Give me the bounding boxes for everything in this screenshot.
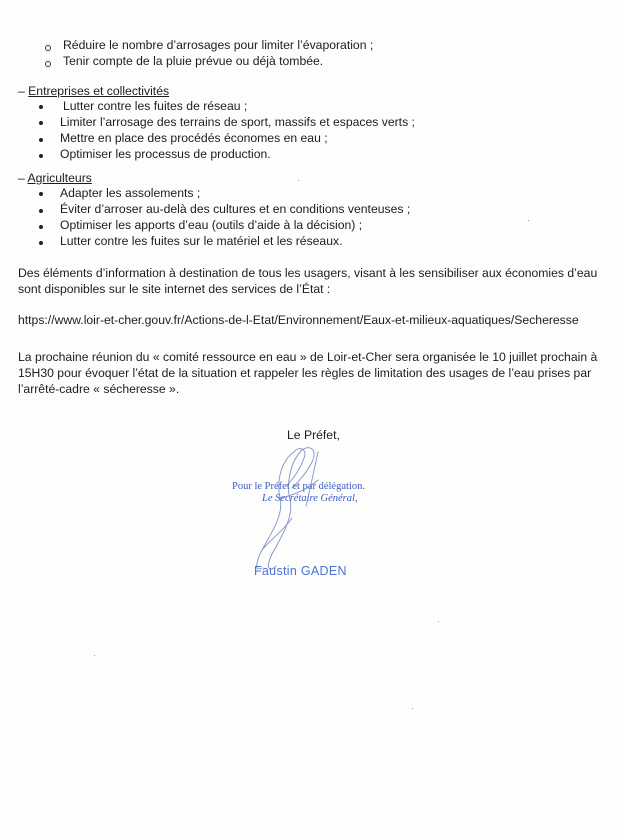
website-url[interactable]: https://www.loir-et-cher.gouv.fr/Actions-de-l-Etat/Environnement/Eaux-et-milieux-aquatiques/Secheresse	[18, 313, 579, 327]
paragraph-line: l’arrêté-cadre « sécheresse ».	[18, 382, 180, 396]
list-item: Lutter contre les fuites de réseau ;	[63, 99, 248, 113]
heading-text: Entreprises et collectivités	[28, 84, 170, 98]
list-bullet-dot	[39, 154, 43, 158]
scan-speck	[298, 180, 299, 181]
list-item: Tenir compte de la pluie prévue ou déjà tombée.	[63, 54, 324, 68]
list-item: Réduire le nombre d’arrosages pour limiter l’évaporation ;	[63, 38, 374, 52]
list-bullet-dot	[39, 209, 43, 213]
list-item: Optimiser les processus de production.	[60, 147, 271, 161]
list-item: Adapter les assolements ;	[60, 186, 201, 200]
scan-speck	[94, 655, 95, 656]
list-item: Optimiser les apports d’eau (outils d’aide à la décision) ;	[60, 218, 363, 232]
list-bullet-dot	[39, 225, 43, 229]
list-bullet-dot	[39, 138, 43, 142]
list-bullet-dot	[39, 241, 43, 245]
section-heading-agriculteurs	[18, 171, 92, 186]
heading-dash: –	[18, 84, 29, 98]
delegation-stamp-line: Le Secrétaire Général,	[262, 493, 358, 504]
list-bullet-circle	[45, 45, 51, 51]
list-item: Limiter l’arrosage des terrains de sport, massifs et espaces verts ;	[60, 115, 415, 129]
list-bullet-dot	[39, 121, 43, 125]
list-item: Lutter contre les fuites sur le matériel et les réseaux.	[60, 234, 343, 248]
section-heading-entreprises	[18, 84, 169, 99]
scan-speck	[528, 220, 529, 221]
list-item: Mettre en place des procédés économes en eau ;	[60, 131, 328, 145]
paragraph-line: sont disponibles sur le site internet des services de l’État :	[18, 282, 331, 296]
signatory-title: Le Préfet,	[287, 428, 340, 442]
handwritten-signature	[232, 440, 352, 580]
signatory-name: Faustin GADEN	[254, 564, 347, 578]
list-bullet-dot	[39, 192, 43, 196]
paragraph-line: 15H30 pour évoquer l’état de la situation et rappeler les règles de limitation des usages de l’eau prises par	[18, 366, 592, 380]
paragraph-line: La prochaine réunion du « comité ressource en eau » de Loir-et-Cher sera organisée le 10 juillet prochain à	[18, 350, 598, 364]
paragraph-line: Des éléments d’information à destination de tous les usagers, visant à les sensibiliser aux économies d’eau	[18, 266, 598, 280]
heading-dash: –	[18, 171, 28, 185]
list-item: Éviter d’arroser au-delà des cultures et en conditions venteuses ;	[60, 202, 411, 216]
delegation-stamp-line: Pour le Préfet et par délégation.	[232, 481, 365, 492]
scan-speck	[412, 708, 413, 709]
list-bullet-circle	[45, 61, 51, 67]
scan-speck	[438, 621, 439, 622]
list-bullet-dot	[39, 105, 43, 109]
heading-text: Agriculteurs	[27, 171, 92, 185]
